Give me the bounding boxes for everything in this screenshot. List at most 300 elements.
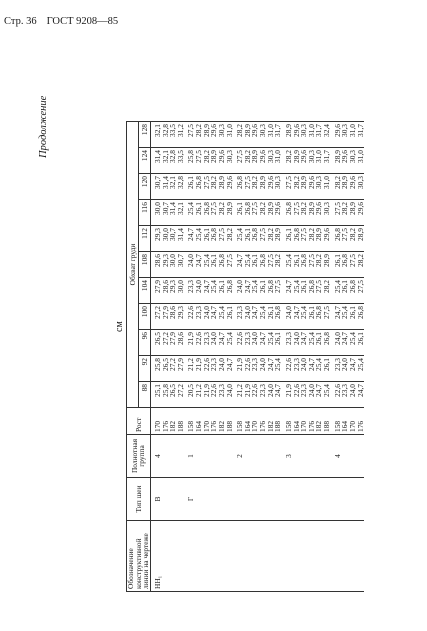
table-header: [127, 122, 151, 592]
measurement-value: 25,4: [186, 202, 196, 215]
measurement-value: 24,0: [209, 332, 219, 345]
measurement-value: 29,6: [291, 124, 301, 137]
measurement-value: 25,8: [152, 358, 162, 371]
measurement-value: 26,8: [340, 254, 350, 267]
measurement-value: 27,5: [186, 124, 196, 137]
measurement-value: 24,7: [306, 358, 316, 371]
measurement-value: 28,2: [347, 228, 357, 241]
value-cell-chest-128: [331, 122, 365, 148]
line-designation-cell: НН₁: [150, 521, 184, 592]
measurement-value: 28,2: [258, 202, 267, 215]
measurement-value: 29,6: [224, 176, 234, 189]
measurement-value: 26,8: [306, 280, 316, 293]
measurement-value: 27,9: [160, 306, 170, 319]
height-value: 182: [216, 420, 226, 432]
value-cell-chest-128: [233, 122, 282, 148]
measurement-value: 27,5: [216, 228, 226, 241]
neck-type-cell: [331, 478, 365, 521]
measurement-value: 29,6: [340, 150, 350, 163]
measurement-value: 30,3: [306, 150, 316, 163]
measurement-value: 25,4: [216, 306, 226, 319]
measurement-value: 24,7: [299, 332, 309, 345]
measurement-value: 32,1: [175, 202, 185, 215]
measurement-value: 24,7: [347, 358, 357, 371]
measurement-value: 31,4: [175, 228, 185, 241]
measurement-value: 27,5: [332, 202, 342, 215]
measurement-value: 30,3: [314, 176, 324, 189]
height-value: 182: [265, 420, 275, 432]
measurement-value: 24,0: [235, 280, 245, 293]
measurement-value: 21,9: [201, 384, 211, 397]
measurement-value: 30,7: [160, 202, 170, 215]
measurement-value: 26,8: [235, 176, 245, 189]
measurement-value: 27,5: [340, 228, 350, 241]
measurement-value: 22,6: [209, 384, 219, 397]
measurement-value: 25,4: [347, 332, 357, 345]
measurement-value: 24,7: [340, 332, 350, 345]
height-value: 182: [168, 420, 178, 432]
measurement-value: 25,1: [152, 384, 162, 397]
measurement-value: 32,8: [175, 176, 185, 189]
value-cell-chest-96: [233, 330, 282, 356]
measurement-value: 27,5: [224, 254, 234, 267]
measurement-value: 28,9: [265, 202, 275, 215]
measurement-value: 28,2: [355, 254, 365, 267]
neck-type-cell: В: [150, 478, 184, 521]
measurement-value: 22,6: [291, 384, 301, 397]
measurement-value: 27,5: [291, 202, 301, 215]
measurement-value: 24,7: [265, 358, 275, 371]
value-cell-chest-88: [184, 382, 233, 408]
value-cell-chest-124: [184, 148, 233, 174]
continuation-label: Продолжение: [38, 95, 49, 158]
height-value: 164: [194, 420, 203, 432]
measurement-value: 32,1: [152, 124, 162, 137]
measurement-value: 29,6: [209, 124, 219, 137]
measurement-value: 23,3: [283, 332, 293, 345]
measurement-value: 26,1: [250, 254, 260, 267]
height-value: 182: [314, 420, 324, 432]
measurement-value: 27,5: [265, 254, 275, 267]
measurement-value: 24,0: [299, 358, 309, 371]
measurement-value: 21,2: [186, 358, 196, 371]
measurement-value: 28,9: [242, 124, 252, 137]
fullness-group-cell: 2: [233, 435, 282, 478]
height-value: 158: [283, 420, 293, 432]
height-value: 176: [355, 420, 365, 432]
measurement-value: 28,2: [194, 124, 203, 137]
measurement-value: 28,6: [152, 254, 162, 267]
measurement-value: 21,2: [194, 384, 203, 397]
header-chest-88: 88: [138, 382, 150, 408]
measurement-value: 26,8: [355, 306, 365, 319]
measurement-value: 28,2: [299, 202, 309, 215]
measurement-value: 27,5: [258, 228, 267, 241]
measurement-value: 24,7: [224, 358, 234, 371]
height-value: 164: [242, 420, 252, 432]
measurement-value: 27,2: [168, 358, 178, 371]
measurement-value: 21,9: [283, 384, 293, 397]
measurement-value: 26,1: [299, 280, 309, 293]
measurement-value: 24,7: [209, 306, 219, 319]
measurement-value: 20,5: [186, 384, 196, 397]
measurement-value: 27,5: [347, 254, 357, 267]
value-cell-chest-116: [184, 200, 233, 226]
measurement-value: 24,7: [258, 332, 267, 345]
measurement-value: 27,5: [299, 228, 309, 241]
rotated-page-body: [36, 32, 426, 592]
measurement-value: 26,8: [291, 228, 301, 241]
measurement-value: 24,7: [291, 306, 301, 319]
header-fullness-group: Полнотная группа: [127, 435, 151, 478]
measurement-value: 27,5: [306, 254, 316, 267]
measurement-value: 25,4: [235, 228, 245, 241]
value-cell-chest-108: [184, 252, 233, 278]
value-cell-chest-104: [282, 278, 331, 304]
page-header: [4, 16, 164, 27]
measurement-value: 21,9: [194, 358, 203, 371]
measurement-value: 24,0: [242, 306, 252, 319]
measurement-value: 30,3: [265, 150, 275, 163]
standard-code: ГОСТ 9208—85: [46, 16, 119, 27]
measurement-value: 30,3: [355, 176, 365, 189]
measurement-value: 26,1: [201, 228, 211, 241]
measurement-value: 24,7: [283, 280, 293, 293]
table-body: [150, 122, 364, 592]
height-value: 170: [299, 420, 309, 432]
measurement-value: 28,9: [322, 254, 331, 267]
unit-label: см: [114, 321, 125, 332]
measurement-value: 24,0: [201, 306, 211, 319]
measurement-value: 26,1: [186, 176, 196, 189]
value-cell-chest-116: [331, 200, 365, 226]
value-cell-chest-88: [282, 382, 331, 408]
measurement-value: 27,5: [322, 306, 331, 319]
measurement-value: 28,2: [322, 280, 331, 293]
measurement-value: 24,0: [216, 358, 226, 371]
measurement-value: 30,0: [175, 280, 185, 293]
measurement-value: 22,6: [194, 332, 203, 345]
measurement-value: 24,7: [332, 306, 342, 319]
measurement-value: 25,4: [306, 332, 316, 345]
value-cell-chest-96: [184, 330, 233, 356]
value-cell-chest-92: [331, 356, 365, 382]
header-chest-92: 92: [138, 356, 150, 382]
measurement-value: 31,0: [306, 124, 316, 137]
measurement-value: 25,4: [201, 254, 211, 267]
height-value: 188: [175, 420, 185, 432]
measurement-value: 26,1: [306, 306, 316, 319]
measurement-value: 32,8: [160, 124, 170, 137]
measurement-value: 30,3: [347, 150, 357, 163]
measurement-value: 25,4: [273, 358, 283, 371]
measurement-value: 27,9: [168, 332, 178, 345]
measurement-value: 24,7: [273, 384, 283, 397]
value-cell-chest-128: [184, 122, 233, 148]
measurement-value: 21,9: [242, 384, 252, 397]
measurement-value: 30,0: [152, 202, 162, 215]
measurement-value: 26,1: [265, 306, 275, 319]
height-value: 170: [201, 420, 211, 432]
measurement-value: 26,1: [273, 332, 283, 345]
measurement-value: 27,5: [314, 280, 324, 293]
value-cell-chest-100: [150, 304, 184, 330]
measurement-value: 24,7: [216, 332, 226, 345]
value-cell-chest-116: [150, 200, 184, 226]
measurement-value: 28,9: [347, 202, 357, 215]
measurements-table: [126, 121, 364, 592]
measurement-value: 25,8: [160, 384, 170, 397]
measurement-value: 23,3: [242, 332, 252, 345]
measurement-value: 28,2: [283, 150, 293, 163]
measurement-value: 26,8: [332, 228, 342, 241]
measurement-value: 30,3: [224, 150, 234, 163]
measurement-value: 26,8: [299, 254, 309, 267]
measurement-value: 25,8: [186, 150, 196, 163]
measurement-value: 26,5: [168, 384, 178, 397]
header-chest-104: 104: [138, 278, 150, 304]
height-value: 170: [152, 420, 162, 432]
measurement-value: 26,1: [322, 358, 331, 371]
value-cell-chest-128: [150, 122, 184, 148]
table-row: [150, 122, 184, 592]
measurement-value: 24,0: [291, 332, 301, 345]
measurement-value: 28,9: [273, 228, 283, 241]
measurement-value: 28,6: [168, 306, 178, 319]
measurement-value: 26,1: [235, 202, 245, 215]
measurement-value: 29,6: [273, 202, 283, 215]
measurement-value: 21,2: [235, 384, 245, 397]
height-value: 176: [209, 420, 219, 432]
value-cell-chest-124: [233, 148, 282, 174]
measurement-value: 24,0: [340, 358, 350, 371]
measurement-value: 28,9: [355, 228, 365, 241]
height-value: 164: [291, 420, 301, 432]
value-cell-chest-92: [282, 356, 331, 382]
measurement-value: 22,6: [186, 306, 196, 319]
header-neck-type: Тип шеи: [127, 478, 151, 521]
measurement-value: 29,6: [299, 150, 309, 163]
measurement-value: 26,8: [242, 202, 252, 215]
measurement-value: 28,9: [332, 150, 342, 163]
measurement-value: 24,0: [194, 280, 203, 293]
measurement-value: 24,7: [242, 280, 252, 293]
measurement-value: 25,4: [322, 384, 331, 397]
value-cell-chest-120: [150, 174, 184, 200]
measurement-value: 23,3: [209, 358, 219, 371]
measurement-value: 29,3: [175, 306, 185, 319]
measurement-value: 23,3: [186, 280, 196, 293]
measurement-value: 27,5: [250, 202, 260, 215]
measurement-value: 26,1: [258, 280, 267, 293]
measurement-value: 31,4: [152, 150, 162, 163]
measurement-value: 31,0: [314, 150, 324, 163]
measurement-value: 30,3: [322, 202, 331, 215]
measurement-value: 25,4: [224, 332, 234, 345]
value-cell-chest-116: [282, 200, 331, 226]
measurement-value: 30,0: [160, 228, 170, 241]
measurement-value: 30,3: [258, 124, 267, 137]
measurement-value: 27,5: [194, 150, 203, 163]
measurement-value: 28,9: [250, 150, 260, 163]
measurement-value: 24,0: [250, 332, 260, 345]
table-row: [233, 122, 282, 592]
header-height: Рост: [127, 408, 151, 435]
measurement-value: 24,0: [258, 358, 267, 371]
measurement-value: 28,9: [258, 176, 267, 189]
measurement-value: 31,4: [168, 202, 178, 215]
measurement-value: 24,0: [332, 332, 342, 345]
value-cell-chest-120: [282, 174, 331, 200]
measurement-value: 28,2: [216, 202, 226, 215]
measurement-value: 31,2: [175, 124, 185, 137]
measurement-value: 25,4: [265, 332, 275, 345]
measurement-value: 29,6: [322, 228, 331, 241]
page-number: Стр. 36: [4, 16, 37, 27]
value-cell-chest-92: [233, 356, 282, 382]
measurement-value: 26,1: [224, 306, 234, 319]
measurement-value: 28,6: [175, 332, 185, 345]
measurement-value: 29,6: [347, 176, 357, 189]
measurement-value: 28,9: [216, 176, 226, 189]
measurement-value: 25,4: [314, 358, 324, 371]
neck-type-cell: [233, 478, 282, 521]
measurement-value: 24,0: [306, 384, 316, 397]
measurement-value: 31,7: [355, 124, 365, 137]
measurement-value: 28,2: [306, 228, 316, 241]
value-cell-chest-96: [331, 330, 365, 356]
measurement-value: 33,5: [175, 150, 185, 163]
value-cell-chest-104: [150, 278, 184, 304]
measurement-value: 26,8: [265, 280, 275, 293]
height-value: 188: [273, 420, 283, 432]
measurement-value: 26,8: [347, 280, 357, 293]
height-cell: [150, 408, 184, 435]
measurement-value: 23,3: [250, 358, 260, 371]
measurement-value: 31,7: [273, 124, 283, 137]
header-chest-124: 124: [138, 148, 150, 174]
measurement-value: 28,2: [242, 150, 252, 163]
measurement-value: 23,3: [291, 358, 301, 371]
value-cell-chest-88: [150, 382, 184, 408]
measurement-value: 30,3: [216, 124, 226, 137]
measurement-value: 24,7: [201, 280, 211, 293]
measurement-value: 26,8: [322, 332, 331, 345]
measurement-value: 23,3: [201, 332, 211, 345]
value-cell-chest-108: [150, 252, 184, 278]
value-cell-chest-96: [150, 330, 184, 356]
fullness-group-cell: 3: [282, 435, 331, 478]
measurement-value: 26,5: [152, 332, 162, 345]
measurement-value: 21,9: [235, 358, 245, 371]
measurement-value: 29,6: [216, 150, 226, 163]
measurement-value: 22,6: [283, 358, 293, 371]
measurement-value: 29,3: [168, 280, 178, 293]
measurement-value: 26,8: [224, 280, 234, 293]
measurement-value: 26,1: [314, 332, 324, 345]
measurement-value: 28,2: [250, 176, 260, 189]
height-cell: [331, 408, 365, 435]
measurement-value: 23,3: [340, 384, 350, 397]
measurement-value: 29,6: [332, 124, 342, 137]
measurement-value: 21,9: [186, 332, 196, 345]
measurement-value: 22,6: [235, 332, 245, 345]
value-cell-chest-104: [233, 278, 282, 304]
height-cell: [233, 408, 282, 435]
measurement-value: 23,3: [332, 358, 342, 371]
measurement-value: 28,2: [340, 202, 350, 215]
measurement-value: 25,4: [340, 306, 350, 319]
value-cell-chest-100: [233, 304, 282, 330]
measurement-value: 27,5: [209, 202, 219, 215]
measurement-value: 23,3: [258, 384, 267, 397]
measurement-value: 31,0: [347, 124, 357, 137]
value-cell-chest-120: [184, 174, 233, 200]
header-line-designation: Обозначение конструктивной линии на чертеже: [127, 521, 151, 592]
measurement-value: 26,8: [216, 254, 226, 267]
measurement-value: 25,4: [194, 228, 203, 241]
height-value: 158: [332, 420, 342, 432]
line-designation-cell: [282, 521, 331, 592]
measurement-value: 28,9: [224, 202, 234, 215]
value-cell-chest-112: [184, 226, 233, 252]
measurement-value: 24,7: [194, 254, 203, 267]
measurement-value: 26,1: [194, 202, 203, 215]
measurement-value: 27,9: [152, 280, 162, 293]
measurement-value: 32,1: [168, 176, 178, 189]
header-chest-96: 96: [138, 330, 150, 356]
measurement-value: 29,6: [258, 150, 267, 163]
value-cell-chest-104: [184, 278, 233, 304]
measurement-value: 26,8: [314, 306, 324, 319]
header-chest-112: 112: [138, 226, 150, 252]
measurement-value: 26,8: [209, 228, 219, 241]
measurement-value: 24,0: [283, 306, 293, 319]
measurement-value: 31,0: [355, 150, 365, 163]
measurement-value: 24,7: [235, 254, 245, 267]
measurement-value: 26,1: [291, 254, 301, 267]
measurement-value: 28,2: [273, 254, 283, 267]
measurement-value: 28,9: [283, 124, 293, 137]
height-value: 176: [258, 420, 267, 432]
height-value: 176: [160, 420, 170, 432]
measurement-value: 28,9: [201, 124, 211, 137]
measurement-value: 29,6: [314, 202, 324, 215]
measurement-value: 26,5: [160, 358, 170, 371]
measurement-value: 26,8: [194, 176, 203, 189]
value-cell-chest-112: [233, 226, 282, 252]
measurement-value: 26,8: [273, 306, 283, 319]
measurement-value: 26,1: [242, 228, 252, 241]
value-cell-chest-108: [331, 252, 365, 278]
measurement-value: 24,7: [250, 306, 260, 319]
measurement-value: 23,3: [216, 384, 226, 397]
measurement-value: 31,7: [322, 150, 331, 163]
measurement-value: 25,4: [209, 280, 219, 293]
measurement-value: 25,4: [250, 280, 260, 293]
measurement-value: 31,0: [322, 176, 331, 189]
height-cell: [282, 408, 331, 435]
measurement-value: 30,7: [168, 228, 178, 241]
measurement-value: 25,4: [355, 358, 365, 371]
measurement-value: 30,3: [273, 176, 283, 189]
measurement-value: 30,3: [340, 124, 350, 137]
height-value: 176: [306, 420, 316, 432]
measurement-value: 27,5: [273, 280, 283, 293]
measurement-value: 26,1: [209, 254, 219, 267]
measurement-value: 26,8: [283, 202, 293, 215]
measurement-value: 24,0: [186, 254, 196, 267]
